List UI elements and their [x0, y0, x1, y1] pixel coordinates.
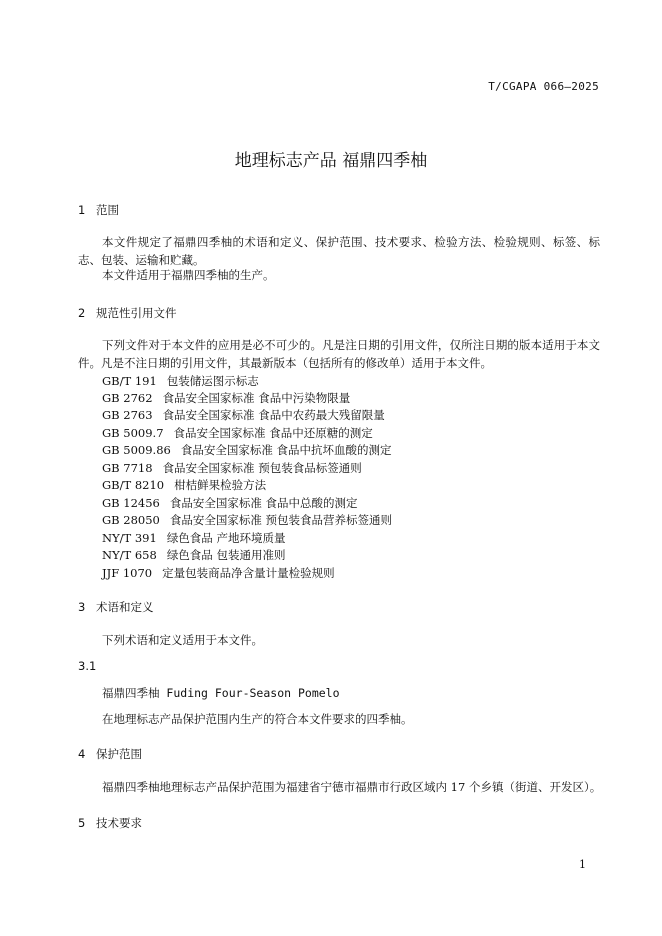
reference-code: JJF 1070 [102, 566, 153, 580]
section-number: 4 [78, 747, 86, 761]
reference-title: 绿色食品 包装通用准则 [166, 548, 286, 562]
reference-item [102, 547, 285, 563]
section-title: 范围 [96, 203, 119, 217]
reference-code: GB 12456 [102, 496, 160, 510]
reference-item [102, 512, 392, 528]
reference-item [102, 460, 362, 476]
section-2-heading [78, 305, 177, 321]
term-definition: 在地理标志产品保护范围内生产的符合本文件要求的四季柚。 [102, 712, 413, 726]
reference-code: NY/T 658 [102, 548, 157, 562]
reference-title: 食品安全国家标准 食品中污染物限量 [162, 391, 351, 405]
reference-item [102, 407, 385, 423]
reference-item [102, 477, 266, 493]
reference-title: 包装储运图示标志 [166, 374, 259, 388]
section-1-paragraph-2: 本文件适用于福鼎四季柚的生产。 [102, 268, 275, 282]
section-title: 术语和定义 [96, 600, 154, 614]
term-entry: 福鼎四季柚 Fuding Four-Season Pomelo [102, 686, 340, 700]
reference-item [102, 495, 358, 511]
section-title: 技术要求 [96, 816, 142, 830]
reference-item [102, 442, 392, 458]
reference-title: 柑桔鲜果检验方法 [174, 478, 267, 492]
section-1-heading [78, 202, 119, 218]
reference-code: GB 7718 [102, 461, 153, 475]
reference-title: 食品安全国家标准 食品中农药最大残留限量 [162, 408, 385, 422]
reference-title: 定量包装商品净含量计量检验规则 [162, 566, 335, 580]
standard-code: T/CGAPA 066—2025 [488, 80, 599, 93]
reference-code: GB/T 191 [102, 374, 157, 388]
reference-code: GB/T 8210 [102, 478, 165, 492]
reference-title: 绿色食品 产地环境质量 [166, 531, 286, 545]
section-title: 规范性引用文件 [96, 306, 177, 320]
section-number: 2 [78, 306, 86, 320]
reference-item [102, 390, 350, 406]
section-4-heading [78, 746, 142, 762]
reference-title: 食品安全国家标准 食品中抗坏血酸的测定 [180, 443, 392, 457]
reference-title: 食品安全国家标准 预包装食品标签通则 [162, 461, 362, 475]
reference-code: GB 2763 [102, 408, 153, 422]
reference-title: 食品安全国家标准 预包装食品营养标签通则 [169, 513, 393, 527]
section-4-text: 福鼎四季柚地理标志产品保护范围为福建省宁德市福鼎市行政区域内 17 个乡镇（街道、开发区）。 [102, 780, 602, 794]
reference-code: GB 2762 [102, 391, 153, 405]
section-1-paragraph-1: 本文件规定了福鼎四季柚的术语和定义、保护范围、技术要求、检验方法、检验规则、标签、标志、包装、运输和贮藏。 [78, 235, 600, 267]
reference-item [102, 425, 373, 441]
reference-item [102, 373, 259, 389]
subsection-3-1-number: 3.1 [78, 659, 97, 673]
reference-item [102, 530, 285, 546]
reference-code: GB 5009.86 [102, 443, 171, 457]
reference-title: 食品安全国家标准 食品中还原糖的测定 [173, 426, 373, 440]
section-3-heading [78, 599, 154, 615]
section-2-intro: 下列文件对于本文件的应用是必不可少的。凡是注日期的引用文件，仅所注日期的版本适用于本文件。凡是不注日期的引用文件，其最新版本（包括所有的修改单）适用于本文件。 [78, 338, 600, 370]
document-title: 地理标志产品 福鼎四季柚 [234, 151, 428, 171]
section-title: 保护范围 [96, 747, 142, 761]
reference-title: 食品安全国家标准 食品中总酸的测定 [169, 496, 358, 510]
section-5-heading [78, 815, 142, 831]
section-number: 1 [78, 203, 86, 217]
reference-code: NY/T 391 [102, 531, 157, 545]
reference-item [102, 565, 335, 581]
reference-code: GB 28050 [102, 513, 160, 527]
section-number: 3 [78, 600, 86, 614]
section-3-intro: 下列术语和定义适用于本文件。 [102, 633, 263, 647]
section-number: 5 [78, 816, 86, 830]
page-number: 1 [579, 858, 586, 871]
reference-code: GB 5009.7 [102, 426, 164, 440]
